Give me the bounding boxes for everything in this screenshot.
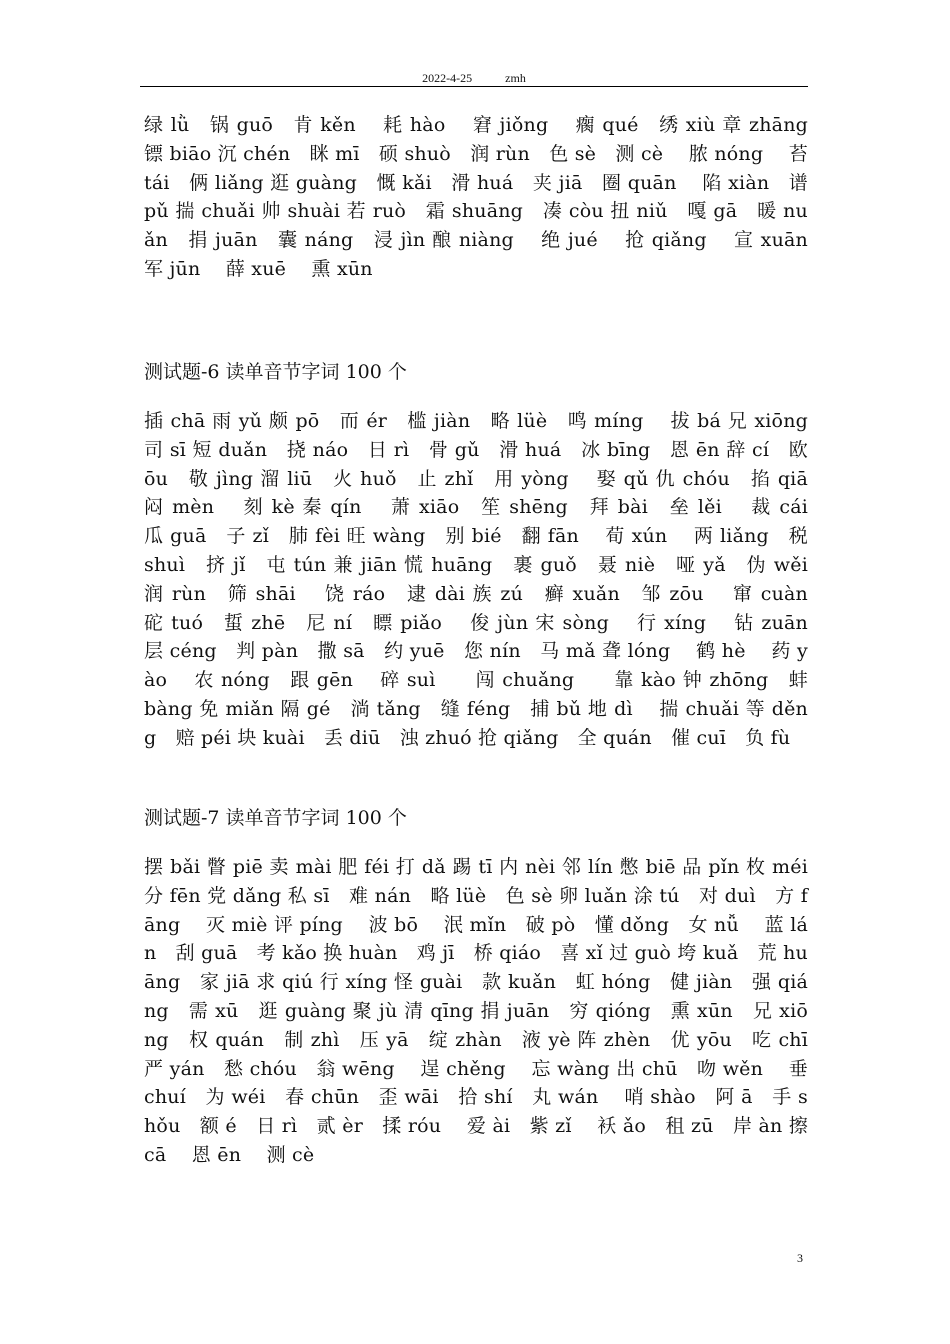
test-7-word-list: 摆 bǎi 瞥 piē 卖 mài 肥 féi 打 dǎ 踢 tī 内 nèi 邻 lín 憋 biē 品 pǐn 枚 méi 分 fēn 党 dǎng 私 sī 难 nán 略 lüè 色 sè 卵 luǎn 涂 tú 对 duì 方 fāng 灭 miè 评 píng 波 bō 泯 mǐn 破 pò 懂 dǒng 女 nǚ 蓝 lán 刮 guā 考 kǎo 换 huàn 鸡 jī 桥 qiáo 喜 xǐ 过 guò 垮 kuǎ 荒 huāng 家 jiā 求 qiú 行 xíng 怪 guài 款 kuǎn 虹 hóng 健 jiàn 强 qiáng 需 xū 逛 guàng 聚 jù 清 qīng 捐 juān 穷 qióng 熏 xūn 兄 xiōng 权 quán 制 zhì 压 yā 绽 zhàn 液 yè 阵 zhèn 优 yōu 吃 chī 严 yán 愁 chóu 翁 wēng 逞 chěng 忘 wàng 出 chū 吻 wěn 垂 chuí 为 wéi 春 chūn 歪 wāi 拾 shí 丸 wán 哨 shào 阿 ā 手 shǒu 额 é 日 rì 贰 èr 揉 róu 爱 ài 紫 zǐ 袄 ǎo 租 zū 岸 àn 擦 cā 恩 ēn 测 cè (144, 856, 828, 1166)
test-6-word-list: 插 chā 雨 yǔ 颇 pō 而 ér 槛 jiàn 略 lüè 鸣 míng 拔 bá 兄 xiōng 司 sī 短 duǎn 挠 náo 日 rì 骨 gǔ 滑 huá 冰 bīng 恩 ēn 辞 cí 欧 ōu 敬 jìng 溜 liū 火 huǒ 止 zhǐ 用 yòng 娶 qǔ 仇 chóu 掐 qiā 闷 mèn 刻 kè 秦 qín 萧 xiāo 笙 shēng 拜 bài 垒 lěi 裁 cái 瓜 guā 子 zǐ 肺 fèi 旺 wàng 别 bié 翻 fān 荀 xún 两 liǎng 税 shuì 挤 jǐ 屯 tún 兼 jiān 慌 huāng 裹 guǒ 聂 niè 哑 yǎ 伪 wěi 润 rùn 筛 shāi 饶 ráo 逮 dài 族 zú 癣 xuǎn 邹 zōu 窜 cuàn 砣 tuó 蜇 zhē 尼 ní 瞟 piǎo 俊 jùn 宋 sòng 行 xíng 钻 zuān 层 céng 判 pàn 撒 sā 约 yuē 您 nín 马 mǎ 聋 lóng 鹤 hè 药 yào 农 nóng 跟 gēn 碎 suì 闯 chuǎng 靠 kào 钟 zhōng 蚌 bàng 免 miǎn 隔 gé 淌 tǎng 缝 féng 捕 bǔ 地 dì 揣 chuǎi 等 děng 赔 péi 块 kuài 丢 diū 浊 zhuó 抢 qiǎng 全 quán 催 cuī 负 fù (144, 410, 834, 749)
page-number: 3 (797, 1251, 803, 1265)
continued-word-list: 绿 lǜ 锅 guō 肯 kěn 耗 hào 窘 jiǒng 瘸 qué 绣 xiù 章 zhāng 镖 biāo 沉 chén 眯 mī 硕 shuò 润 rùn 色 sè 测 cè 脓 nóng 苔 tái 俩 liǎng 逛 guàng 慨 kǎi 滑 huá 夹 jiā 圈 quān 陷 xiàn 谱 pǔ 揣 chuǎi 帅 shuài 若 ruò 霜 shuāng 凑 còu 扭 niǔ 嘎 gā 暖 nuǎn 捐 juān 囊 náng 浸 jìn 酿 niàng 绝 jué 抢 qiǎng 宣 xuān 军 jūn 薛 xuē 熏 xūn (144, 114, 834, 280)
header-rule (140, 86, 808, 87)
page-header (140, 71, 808, 87)
test-7-heading: 测试题-7 读单音节字词 100 个 (144, 807, 407, 829)
test-6-heading: 测试题-6 读单音节字词 100 个 (144, 361, 407, 383)
header-date: 2022-4-25 (422, 71, 473, 85)
header-author: zmh (505, 71, 526, 85)
